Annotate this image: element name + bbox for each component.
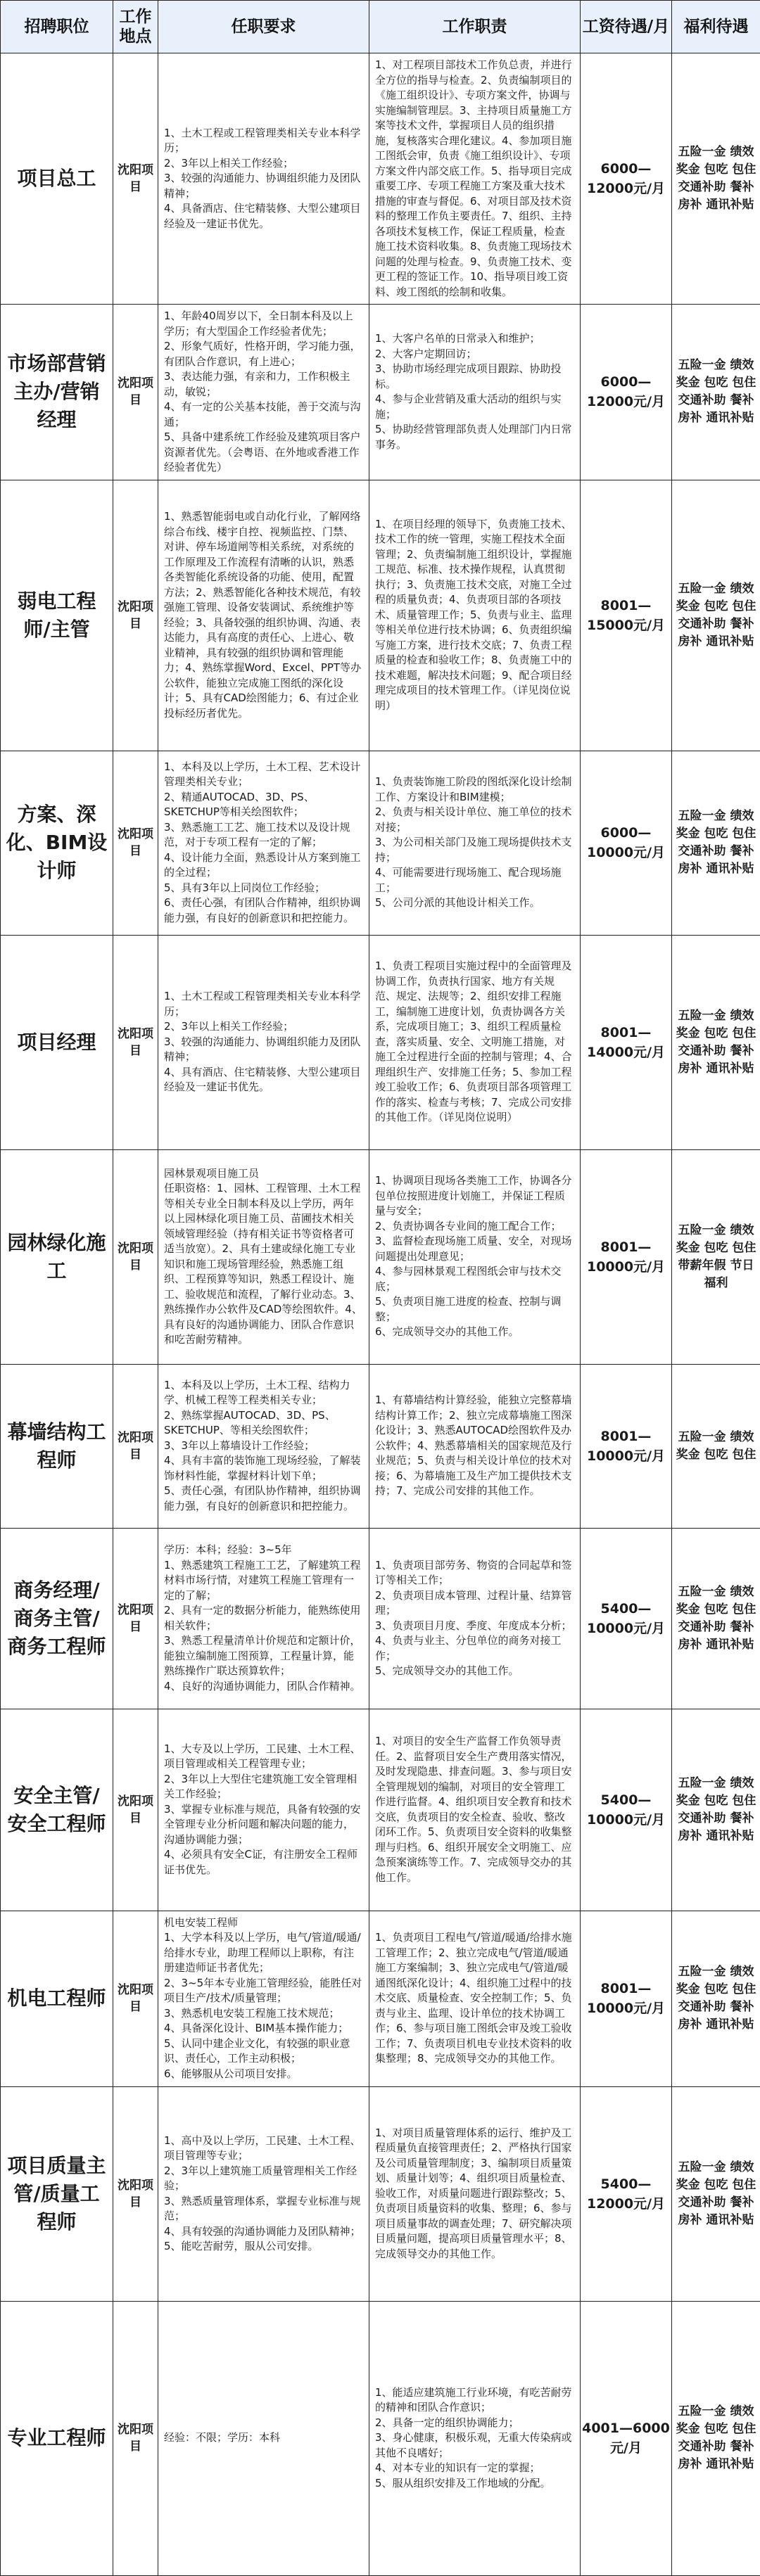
requirement-line: 1、高中及以上学历，工民建、土木工程、项目管理等专业； bbox=[164, 2134, 363, 2164]
job-row bbox=[1, 935, 760, 1149]
header-requirements: 任职要求 bbox=[158, 1, 369, 53]
job-location: 沈阳项目 bbox=[113, 480, 158, 751]
job-title: 园林绿化施工 bbox=[1, 1149, 113, 1364]
duty-line: 6、完成领导交办的其他工作。 bbox=[375, 1325, 574, 1340]
duty-line: 1、能适应建筑施工行业环境，有吃苦耐劳的精神和团队合作意识； bbox=[375, 2385, 574, 2416]
requirement-line: 2、熟练掌握AUTOCAD、3D、PS、SKETCHUP、等相关绘图软件； bbox=[164, 1408, 363, 1439]
requirement-line: 3、熟悉机电安装工程施工技术规范； bbox=[164, 2006, 363, 2022]
job-salary: 8001—10000元/月 bbox=[581, 1149, 672, 1364]
requirement-line: 机电安装工程师 bbox=[164, 1915, 363, 1931]
job-title: 方案、深化、BIM设计师 bbox=[1, 751, 113, 935]
duty-line: 1、大客户名单的日常录入和维护； bbox=[375, 331, 574, 347]
job-table-body bbox=[1, 53, 760, 2576]
job-benefits: 五险一金 绩效奖金 包吃 包住 带薪年假 节日福利 bbox=[672, 1149, 760, 1364]
job-requirements bbox=[158, 1709, 369, 1911]
duty-line: 2、大客户定期回访； bbox=[375, 347, 574, 362]
job-duties bbox=[369, 1149, 581, 1364]
job-benefits: 五险一金 绩效奖金 包吃 包住 交通补助 餐补 房补 通讯补贴 bbox=[672, 1709, 760, 1911]
job-row bbox=[1, 305, 760, 480]
job-duties bbox=[369, 1364, 581, 1528]
header-salary: 工资待遇/月 bbox=[581, 1, 672, 53]
requirement-line: 5、能吃苦耐劳，服从公司安排。 bbox=[164, 2239, 363, 2255]
job-requirements bbox=[158, 1364, 369, 1528]
requirement-line: 3、较强的沟通能力、协调组织能力及团队精神； bbox=[164, 171, 363, 201]
job-location: 沈阳项目 bbox=[113, 751, 158, 935]
job-location: 沈阳项目 bbox=[113, 53, 158, 305]
header-duties: 工作职责 bbox=[369, 1, 581, 53]
job-row bbox=[1, 1911, 760, 2086]
duty-line: 1、协调项目现场各类施工工作，协调各分包单位按照进度计划施工，并保证工程质量与安全； bbox=[375, 1173, 574, 1219]
duty-line: 1、对工程项目部技术工作负总责，并进行全方位的指导与检查。2、负责编制项目的《施工组织设计》、专项方案文件，协调与实施编制管理层。3、主持项目质量施工方案等技术文件，掌握项目人员的组织措施，复核落实合理化建议。4、参加项目施工图纸会审，负责《施工组织设计》、专项方案文件内部交底工作。5、指导项目完成重要工序、专项工程施工方案及重大技术措施的审查与督促。6、对项目部及技术资料的整理工作负主要责任。7、组织、主持各项技术复核工作，保证工程质量，检查施工技术资料收集。8、负责施工现场技术问题的处理与检查。9、负责施工技术、变更工程的签证工作。10、指导项目竣工资料、竣工图纸的绘制和收集。 bbox=[375, 58, 574, 300]
job-benefits: 五险一金 绩效奖金 包吃 包住 交通补助 餐补 房补 通讯补贴 bbox=[672, 1911, 760, 2086]
duty-line: 4、负责与业主、分包单位的商务对接工作； bbox=[375, 1633, 574, 1664]
requirement-line: 2、3年以上大型住宅建筑施工安全管理相关工作经验； bbox=[164, 1772, 363, 1802]
job-duties bbox=[369, 2301, 581, 2575]
requirement-line: 2、形象气质好，性格开朗，学习能力强，有团队合作意识，有上进心； bbox=[164, 339, 363, 369]
requirement-line: 4、必须具有安全C证，有注册安全工程师证书优先。 bbox=[164, 1847, 363, 1877]
duty-line: 2、负责项目成本管理、过程计量、结算管理； bbox=[375, 1588, 574, 1619]
duty-line: 3、协助市场经理完成项目跟踪、协助投标。 bbox=[375, 362, 574, 392]
job-location: 沈阳项目 bbox=[113, 305, 158, 480]
job-requirements bbox=[158, 53, 369, 305]
job-duties bbox=[369, 480, 581, 751]
job-requirements bbox=[158, 1911, 369, 2086]
job-requirements bbox=[158, 480, 369, 751]
header-location: 工作地点 bbox=[113, 1, 158, 53]
requirement-line: 1、年龄40周岁以下，全日制本科及以上学历；有大型国企工作经验者优先； bbox=[164, 309, 363, 339]
requirement-line: 2、精通AUTOCAD、3D、PS、SKETCHUP等相关绘图软件； bbox=[164, 790, 363, 820]
requirement-line: 5、具有3年以上同岗位工作经验； bbox=[164, 881, 363, 896]
requirement-line: 4、具备深化设计、BIM基本操作能力； bbox=[164, 2021, 363, 2036]
duty-line: 1、在项目经理的领导下，负责施工技术、技术工作的统一管理，实施工程技术全面管理；2、负责编制施工组织设计，掌握施工规范、标准、技术操作规程，认真贯彻执行；3、负责施工技术交底，对施工全过程的质量负责；4、负责项目部的各项技术、质量管理工作；5、负责与业主、监理等相关单位进行技术协调；6、负责组织编写施工方案，进行技术交底；7、负责工程质量的检查和验收工作；8、负责施工中的技术难题，解决技术问题；9、配合项目经理完成项目的技术管理工作。（详见岗位说明） bbox=[375, 517, 574, 714]
requirement-line: 5、具备中建系统工作经验及建筑项目客户资源者优先。（会粤语、在外地或香港工作经验者优先） bbox=[164, 430, 363, 476]
job-title: 市场部营销主办/营销经理 bbox=[1, 305, 113, 480]
job-salary: 5400—12000元/月 bbox=[581, 2086, 672, 2301]
job-salary: 4001—6000元/月 bbox=[581, 2301, 672, 2575]
job-salary: 6000—12000元/月 bbox=[581, 305, 672, 480]
job-benefits: 五险一金 绩效奖金 包吃 包住 交通补助 餐补 房补 通讯补贴 bbox=[672, 53, 760, 305]
job-row bbox=[1, 1364, 760, 1528]
job-benefits: 五险一金 绩效奖金 包吃 包住 交通补助 餐补 房补 通讯补贴 bbox=[672, 2301, 760, 2575]
duty-line: 5、公司分派的其他设计相关工作。 bbox=[375, 895, 574, 911]
job-location: 沈阳项目 bbox=[113, 1911, 158, 2086]
duty-line: 1、对项目的安全生产监督工作负领导责任。2、监督项目安全生产费用落实情况，及时发现隐患、排查问题。3、参与项目安全管理规划的编制，对项目的安全管理工作进行监督。4、组织项目安全教育和技术交底，负责项目的安全检查、验收、整改闭环工作。5、负责项目安全资料的收集整理与归档。6、组织开展安全文明施工、应急预案演练等工作。7、完成领导交办的其他工作。 bbox=[375, 1734, 574, 1885]
requirement-line: 5、责任心强，有团队协作精神，组织协调能力强，有良好的创新意识和把控能力。 bbox=[164, 1484, 363, 1514]
requirement-line: 学历：本科；经验：3~5年 bbox=[164, 1543, 363, 1558]
job-requirements bbox=[158, 935, 369, 1149]
duty-line: 1、负责项目部劳务、物资的合同起草和签订等相关工作； bbox=[375, 1558, 574, 1588]
requirement-line: 5、认同中建企业文化，有较强的职业意识、责任心，工作主动积极； bbox=[164, 2036, 363, 2067]
requirement-line: 4、具有较强的沟通协调能力及团队精神； bbox=[164, 2224, 363, 2240]
job-benefits: 五险一金 绩效奖金 包吃 包住 交通补助 餐补 房补 通讯补贴 bbox=[672, 480, 760, 751]
requirement-line: 1、本科及以上学历，土木工程、艺术设计管理类相关专业； bbox=[164, 760, 363, 790]
duty-line: 2、负责与相关设计单位、施工单位的技术对接； bbox=[375, 805, 574, 835]
duty-line: 1、负责项目工程电气/管道/暖通/给排水施工管理工作；2、独立完成电气/管道/暖通施工方案编制；3、独立完成电气/管道/暖通图纸深化设计；4、组织施工过程中的技术交底、质量检查、安全控制工作；5、负责与业主、监理、设计单位的技术协调工作；6、参与项目施工图纸会审及竣工验收工作；7、负责项目机电专业技术资料的收集整理；8、完成领导交办的其他工作。 bbox=[375, 1930, 574, 2067]
requirement-line: 1、土木工程或工程管理类相关专业本科学历； bbox=[164, 126, 363, 156]
requirement-line: 4、具备酒店、住宅精装修、大型公建项目经验及一建证书优先。 bbox=[164, 201, 363, 231]
requirement-line: 4、良好的沟通协调能力，团队合作精神。 bbox=[164, 1679, 363, 1695]
requirement-line: 3、熟悉施工工艺、施工技术以及设计规范，对于专项工程有一定的了解； bbox=[164, 820, 363, 850]
job-title: 项目总工 bbox=[1, 53, 113, 305]
job-location: 沈阳项目 bbox=[113, 935, 158, 1149]
job-benefits: 五险一金 绩效奖金 包吃 包住 交通补助 餐补 房补 通讯补贴 bbox=[672, 1528, 760, 1709]
requirement-line: 经验：不限；学历：本科 bbox=[164, 2430, 363, 2446]
job-duties bbox=[369, 1911, 581, 2086]
duty-line: 2、具备一定的组织协调能力； bbox=[375, 2416, 574, 2431]
duty-line: 1、负责装饰施工阶段的图纸深化设计绘制工作、方案设计和BIM建模； bbox=[375, 774, 574, 805]
duty-line: 2、负责协调各专业间的施工配合工作； bbox=[375, 1219, 574, 1235]
duty-line: 3、身心健康，积极乐观，无重大传染病或其他不良嗜好； bbox=[375, 2430, 574, 2461]
requirement-line: 3、表达能力强，有亲和力，工作积极主动，敏锐； bbox=[164, 369, 363, 400]
duty-line: 1、负责工程项目实施过程中的全面管理及协调工作，负责执行国家、地方有关规范、规定、法规等；2、组织安排工程施工，编制施工进度计划，负责协调各方关系，完成项目施工；3、组织工程质量检查，落实质量、安全、文明施工措施，对施工全过程进行全面的控制与管理；4、合理组织生产、安排施工任务；5、参加工程竣工验收工作；6、负责项目部各项管理工作的落实、检查与考核；7、完成公司安排的其他工作。（详见岗位说明） bbox=[375, 959, 574, 1126]
job-salary: 6000—12000元/月 bbox=[581, 53, 672, 305]
job-row bbox=[1, 1528, 760, 1709]
requirement-line: 3、熟悉工程量清单计价规范和定额计价，能独立编制施工图预算，工程量计算，能熟练操作广联达预算软件； bbox=[164, 1633, 363, 1679]
job-row bbox=[1, 751, 760, 935]
requirement-line: 2、3年以上相关工作经验； bbox=[164, 1019, 363, 1035]
job-benefits: 五险一金 绩效奖金 包吃 包住 交通补助 餐补 房补 通讯补贴 bbox=[672, 2086, 760, 2301]
requirement-line: 3、较强的沟通能力、协调组织能力及团队精神； bbox=[164, 1035, 363, 1065]
job-title: 弱电工程师/主管 bbox=[1, 480, 113, 751]
header-benefits: 福利待遇 bbox=[672, 1, 760, 53]
job-duties bbox=[369, 305, 581, 480]
job-benefits: 五险一金 绩效奖金 包吃 包住 交通补助 餐补 房补 通讯补贴 bbox=[672, 305, 760, 480]
duty-line: 3、为公司相关部门及施工现场提供技术支持； bbox=[375, 835, 574, 865]
header-row bbox=[1, 1, 760, 53]
requirement-line: 1、土木工程或工程管理类相关专业本科学历； bbox=[164, 989, 363, 1019]
duty-line: 5、服从组织安排及工作地域的分配。 bbox=[375, 2476, 574, 2492]
job-duties bbox=[369, 1709, 581, 1911]
job-salary: 6000—10000元/月 bbox=[581, 751, 672, 935]
job-title: 机电工程师 bbox=[1, 1911, 113, 2086]
duty-line: 5、协助经营管理部负责人处理部门内日常事务。 bbox=[375, 422, 574, 452]
job-duties bbox=[369, 53, 581, 305]
job-row bbox=[1, 1149, 760, 1364]
duty-line: 5、完成领导交办的其他工作。 bbox=[375, 1664, 574, 1679]
requirement-line: 4、具有丰富的装饰施工现场经验，了解装饰材料性能，掌握材料计划下单； bbox=[164, 1453, 363, 1484]
duty-line: 3、监督检查现场施工质量、安全，对现场问题提出处理意见； bbox=[375, 1234, 574, 1264]
job-title: 项目质量主管/质量工程师 bbox=[1, 2086, 113, 2301]
requirement-line: 6、责任心强，有团队合作精神，组织协调能力强，有良好的创新意识和把控能力。 bbox=[164, 895, 363, 926]
job-requirements bbox=[158, 2301, 369, 2575]
requirement-line: 1、熟悉建筑工程施工工艺，了解建筑工程材料市场行情，对建筑工程施工管理有一定的了解； bbox=[164, 1558, 363, 1604]
job-location: 沈阳项目 bbox=[113, 2301, 158, 2575]
job-title: 安全主管/安全工程师 bbox=[1, 1709, 113, 1911]
requirement-line: 4、设计能力全面，熟悉设计从方案到施工的全过程； bbox=[164, 850, 363, 881]
job-salary: 8001—14000元/月 bbox=[581, 935, 672, 1149]
job-benefits: 五险一金 绩效奖金 包吃 包住 交通补助 餐补 房补 通讯补贴 bbox=[672, 935, 760, 1149]
job-salary: 5400—10000元/月 bbox=[581, 1709, 672, 1911]
requirement-line: 2、3~5年本专业施工管理经验，能胜任对项目生产/技术/质量管理； bbox=[164, 1976, 363, 2006]
job-title: 专业工程师 bbox=[1, 2301, 113, 2575]
job-title: 商务经理/商务主管/商务工程师 bbox=[1, 1528, 113, 1709]
duty-line: 1、有幕墙结构计算经验，能独立完整幕墙结构计算工作；2、独立完成幕墙施工图深化设计；3、熟悉AUTOCAD绘图软件及办公软件；4、熟悉幕墙相关的国家规范及行业规范；5、负责与相关设计单位的技术对接；6、为幕墙施工及生产加工提供技术支持；7、完成公司安排的其他工作。 bbox=[375, 1393, 574, 1499]
job-row bbox=[1, 53, 760, 305]
duty-line: 3、负责项目月度、季度、年度成本分析； bbox=[375, 1619, 574, 1634]
requirement-line: 1、本科及以上学历，土木工程、结构力学、机械工程等工程类相关专业； bbox=[164, 1378, 363, 1408]
job-row bbox=[1, 480, 760, 751]
job-salary: 8001—15000元/月 bbox=[581, 480, 672, 751]
job-row bbox=[1, 2301, 760, 2575]
job-location: 沈阳项目 bbox=[113, 1709, 158, 1911]
job-location: 沈阳项目 bbox=[113, 1149, 158, 1364]
requirement-line: 1、熟悉智能弱电或自动化行业，了解网络综合布线、楼宇自控、视频监控、门禁、对讲、停车场道闸等相关系统，对系统的工作原理及工作流程有清晰的认识，熟悉各类智能化系统设备的功能、使用，配置方法；2、熟悉智能化各种技术规范，有较强施工管理、设备安装调试、系统维护等经验；3、具备较强的组织协调、沟通、表达能力，具有高度的责任心、上进心、敬业精神，具有较强的组织协调和管理能力；4、熟练掌握Word、Excel、PPT等办公软件，能独立完成施工图纸的深化设计；5、具有CAD绘图能力；6、有过企业投标经历者优先。 bbox=[164, 509, 363, 721]
job-requirements bbox=[158, 1528, 369, 1709]
requirement-line: 3、掌握专业标准与规范，具备有较强的安全管理专业分析问题和解决问题的能力，沟通协调能力强； bbox=[164, 1802, 363, 1848]
header-position: 招聘职位 bbox=[1, 1, 113, 53]
job-duties bbox=[369, 751, 581, 935]
job-row bbox=[1, 2086, 760, 2301]
job-duties bbox=[369, 935, 581, 1149]
job-benefits: 五险一金 绩效奖金 包吃 包住 交通补助 餐补 房补 通讯补贴 bbox=[672, 751, 760, 935]
job-benefits: 五险一金 绩效奖金 包吃 包住 bbox=[672, 1364, 760, 1528]
job-location: 沈阳项目 bbox=[113, 2086, 158, 2301]
requirement-line: 6、能够服从公司项目安排。 bbox=[164, 2067, 363, 2082]
job-title: 项目经理 bbox=[1, 935, 113, 1149]
requirement-line: 2、3年以上相关工作经验； bbox=[164, 156, 363, 172]
duty-line: 4、参与企业营销及重大活动的组织与实施； bbox=[375, 392, 574, 422]
requirement-line: 2、具有一定的数据分析能力，能熟练使用相关软件； bbox=[164, 1603, 363, 1633]
requirement-line: 1、大专及以上学历，工民建、土木工程、项目管理或相关工程管理专业； bbox=[164, 1742, 363, 1772]
requirement-line: 3、3年以上幕墙设计工作经验； bbox=[164, 1439, 363, 1454]
job-salary: 5400—10000元/月 bbox=[581, 1528, 672, 1709]
job-requirements bbox=[158, 1149, 369, 1364]
requirement-line: 任职资格：1、园林、工程管理、土木工程等相关专业全日制本科及以上学历，两年以上园林绿化项目施工员、苗圃技术相关领域管理经验（持有相关证书等资格者可适当放宽）。2、具有土建或绿化施工专业知识和施工现场管理经验，熟悉施工组织、工程预算等知识，熟悉工程设计、施工、验收规范和流程，了解行业动态。3、熟练操作办公软件及CAD等绘图软件。4、具有良好的沟通协调能力、团队合作意识和吃苦耐劳精神。 bbox=[164, 1181, 363, 1348]
requirement-line: 4、有一定的公关基本技能，善于交流与沟通； bbox=[164, 400, 363, 430]
duty-line: 4、可能需要进行现场施工、配合现场施工； bbox=[375, 865, 574, 895]
job-row bbox=[1, 1709, 760, 1911]
job-salary: 8001—10000元/月 bbox=[581, 1911, 672, 2086]
requirement-line: 2、3年以上建筑施工质量管理相关工作经验； bbox=[164, 2164, 363, 2194]
job-salary: 8001—10000元/月 bbox=[581, 1364, 672, 1528]
job-location: 沈阳项目 bbox=[113, 1364, 158, 1528]
job-requirements bbox=[158, 751, 369, 935]
duty-line: 1、对项目质量管理体系的运行、维护及工程质量负直接管理责任；2、严格执行国家及公司质量管理制度；3、编制项目质量策划、质量计划等；4、组织项目质量检查、验收工作，对质量问题进行跟踪整改；5、负责项目质量资料的收集、整理；6、参与项目质量事故的调查处理；7、研究解决项目质量问题，提高项目质量管理水平；8、完成领导交办的其他工作。 bbox=[375, 2126, 574, 2262]
requirement-line: 4、具有酒店、住宅精装修、大型公建项目经验及一建证书优先。 bbox=[164, 1065, 363, 1095]
job-title: 幕墙结构工程师 bbox=[1, 1364, 113, 1528]
duty-line: 4、对本专业的知识有一定的掌握； bbox=[375, 2461, 574, 2476]
requirement-line: 园林景观项目施工员 bbox=[164, 1166, 363, 1182]
job-location: 沈阳项目 bbox=[113, 1528, 158, 1709]
job-duties bbox=[369, 2086, 581, 2301]
job-requirements bbox=[158, 305, 369, 480]
requirement-line: 1、大学本科及以上学历，电气/管道/暖通/给排水专业，助理工程师以上职称，有注册建造师证书者优先； bbox=[164, 1930, 363, 1976]
duty-line: 5、负责项目施工进度的检查、控制与调整； bbox=[375, 1294, 574, 1325]
job-requirements bbox=[158, 2086, 369, 2301]
requirement-line: 3、熟悉质量管理体系，掌握专业标准与规范； bbox=[164, 2194, 363, 2224]
job-duties bbox=[369, 1528, 581, 1709]
duty-line: 4、参与园林景观工程图纸会审与技术交底； bbox=[375, 1264, 574, 1294]
